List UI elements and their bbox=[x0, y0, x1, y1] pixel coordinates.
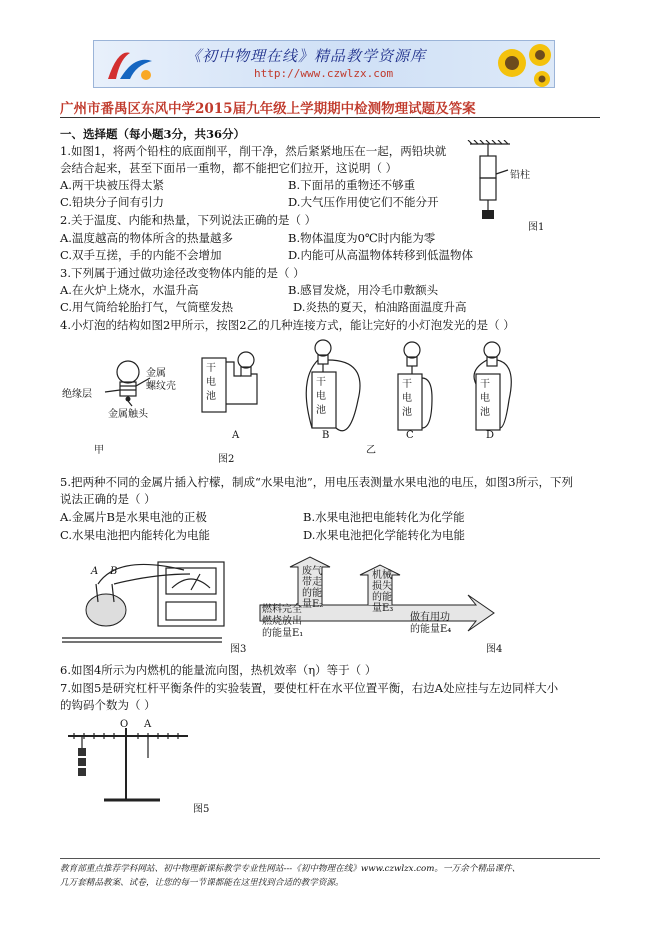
q5-stem-line2: 说法正确的是（ ） bbox=[60, 492, 156, 506]
energy-e2-line3: 的能 bbox=[302, 588, 322, 599]
q1-stem-line1: 1.如图1，将两个铅柱的底面削平，削干净，然后紧紧地压在一起，两铅块就 bbox=[60, 144, 447, 158]
q7-stem-line2: 的钩码个数为（ ） bbox=[60, 698, 156, 712]
q4-label-metal-shell: 金属 bbox=[146, 368, 166, 379]
banner-url[interactable]: http://www.czwlzx.com bbox=[254, 67, 394, 80]
q1-option-c: C.铅块分子间有引力 bbox=[60, 195, 165, 209]
title-divider bbox=[60, 117, 600, 118]
energy-e1-line3: 的能量E₁ bbox=[262, 628, 304, 639]
q4-label-insulator: 绝缘层 bbox=[62, 389, 92, 400]
q1-stem-line2: 会结合起来，甚至下面吊一重物，都不能把它们拉开，这说明（ ） bbox=[60, 161, 398, 175]
footer-line2: 几万套精品教案、试卷，让您的每一节课都能在这里找到合适的教学资源。 bbox=[60, 878, 344, 888]
q7-stem-line1: 7.如图5是研究杠杆平衡条件的实验装置，要使杠杆在水平位置平衡，右边A处应挂与左边同样大小 bbox=[60, 681, 559, 695]
energy-e4 bbox=[410, 612, 451, 636]
energy-e3-line3: 的能 bbox=[372, 592, 392, 603]
q1-option-d: D.大气压作用使它们不能分开 bbox=[288, 195, 439, 209]
q4-battery-c: 干电池 bbox=[402, 379, 412, 418]
page-title: 广州市番禺区东风中学2015届九年级上学期期中检测物理试题及答案 bbox=[60, 101, 476, 117]
banner-title: 《初中物理在线》精品教学资源库 bbox=[186, 47, 427, 65]
fig2-caption: 图2 bbox=[218, 454, 235, 465]
q4-option-label-c: C bbox=[406, 430, 414, 441]
fig5-caption: 图5 bbox=[193, 804, 210, 815]
q2-option-b: B.物体温度为0℃时内能为零 bbox=[288, 231, 436, 245]
fig4-caption: 图4 bbox=[486, 644, 503, 655]
energy-e3-line2: 损失 bbox=[372, 581, 392, 592]
q4-battery-b: 干电池 bbox=[316, 377, 326, 416]
energy-e1 bbox=[262, 604, 303, 640]
fig1-lead-label: 铅柱 bbox=[510, 170, 530, 181]
q1-option-a: A.两干块被压得太紧 bbox=[60, 178, 164, 192]
figure-5-lever bbox=[64, 718, 194, 808]
footer-divider bbox=[60, 858, 600, 859]
q5-electrode-b: B bbox=[110, 566, 118, 577]
q3-option-c: C.用气筒给轮胎打气，气筒壁发热 bbox=[60, 300, 234, 314]
q4-option-label-a: A bbox=[232, 430, 240, 441]
q4-option-label-b: B bbox=[322, 430, 330, 441]
footer bbox=[60, 862, 600, 890]
fig5-pivot-label: O bbox=[120, 719, 129, 730]
header-banner bbox=[93, 40, 555, 88]
q6-stem: 6.如图4所示为内燃机的能量流向图，热机效率（η）等于（ ） bbox=[60, 663, 377, 677]
q5-electrode-a: A bbox=[91, 566, 99, 577]
q5-option-b: B.水果电池把电能转化为化学能 bbox=[303, 510, 465, 524]
footer-line1: 教育部重点推荐学科网站、初中物理新课标教学专业性网站---《初中物理在线》www.czwlzx.com。一万余个精品课件、 bbox=[60, 864, 521, 874]
q2-option-a: A.温度越高的物体所含的热量越多 bbox=[60, 231, 233, 245]
energy-e3-line1: 机械 bbox=[372, 570, 392, 581]
figure-3-fruit-battery bbox=[62, 548, 267, 648]
fig5-point-a-label: A bbox=[144, 719, 152, 730]
energy-e2-line2: 带走 bbox=[302, 577, 322, 588]
section-heading: 一、选择题（每小题3分，共36分） bbox=[60, 127, 246, 141]
q4-battery-d: 干电池 bbox=[480, 379, 490, 418]
q5-option-d: D.水果电池把化学能转化为电能 bbox=[303, 528, 465, 542]
q1-option-b: B.下面吊的重物还不够重 bbox=[288, 178, 416, 192]
energy-e2 bbox=[302, 566, 323, 610]
energy-e3 bbox=[372, 570, 393, 614]
figure-2-bulb-circuits bbox=[60, 338, 530, 460]
fig1-caption: 图1 bbox=[528, 222, 545, 233]
q2-stem: 2.关于温度、内能和热量，下列说法正确的是（ ） bbox=[60, 213, 317, 227]
q4-label-metal-shell-2: 螺纹壳 bbox=[146, 381, 176, 392]
q3-option-b: B.感冒发烧，用冷毛巾敷额头 bbox=[288, 283, 439, 297]
q3-option-d: D.炎热的夏天，柏油路面温度升高 bbox=[293, 300, 467, 314]
q4-jia-label: 甲 bbox=[94, 445, 104, 456]
sunflower-icon bbox=[492, 41, 554, 87]
q3-stem: 3.下列属于通过做功途径改变物体内能的是（ ） bbox=[60, 266, 305, 280]
fig3-caption: 图3 bbox=[230, 644, 247, 655]
site-logo-icon bbox=[100, 45, 160, 83]
energy-e1-line2: 燃烧放出 bbox=[262, 616, 302, 627]
q5-option-c: C.水果电池把内能转化为电能 bbox=[60, 528, 211, 542]
energy-e2-line1: 废气 bbox=[302, 566, 322, 577]
q4-option-label-d: D bbox=[486, 430, 495, 441]
q5-stem-line1: 5.把两种不同的金属片插入柠檬，制成“水果电池”，用电压表测量水果电池的电压，如图3所示，下列 bbox=[60, 475, 574, 489]
energy-e4-line2: 的能量E₄ bbox=[410, 624, 452, 635]
energy-e2-line4: 量E₂ bbox=[302, 599, 324, 610]
q4-label-contact: 金属触头 bbox=[108, 409, 148, 420]
q4-stem: 4.小灯泡的结构如图2甲所示，按图2乙的几种连接方式，能让完好的小灯泡发光的是（ ） bbox=[60, 318, 515, 332]
energy-e3-line4: 量E₃ bbox=[372, 603, 394, 614]
energy-e4-line1: 做有用功 bbox=[410, 612, 450, 623]
q2-option-c: C.双手互搓，手的内能不会增加 bbox=[60, 248, 222, 262]
q3-option-a: A.在火炉上烧水，水温升高 bbox=[60, 283, 199, 297]
q4-yi-label: 乙 bbox=[366, 445, 376, 456]
energy-e1-line1: 燃料完全 bbox=[262, 604, 302, 615]
q4-battery-a: 干电池 bbox=[206, 363, 216, 402]
q2-option-d: D.内能可从高温物体转移到低温物体 bbox=[288, 248, 473, 262]
q5-option-a: A.金属片B是水果电池的正极 bbox=[60, 510, 207, 524]
